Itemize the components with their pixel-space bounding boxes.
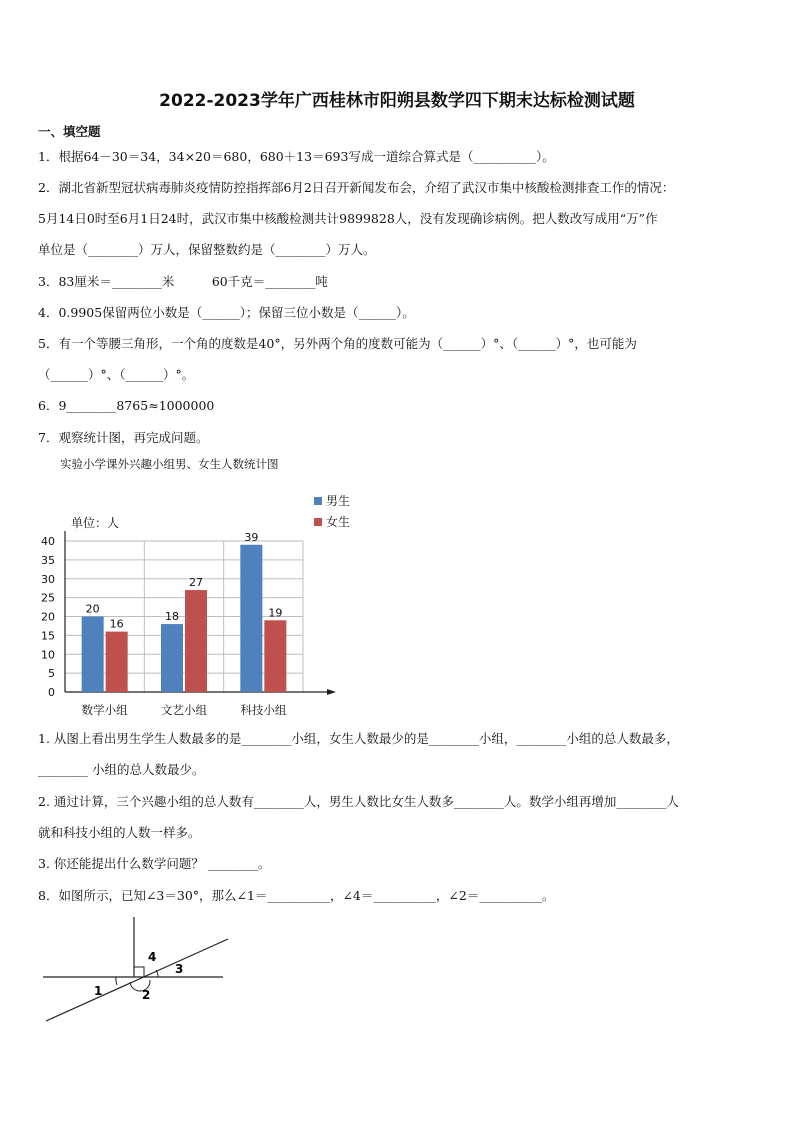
y-axis-label: 单位：人: [71, 516, 120, 530]
question-7-3: 3. 你还能提出什么数学问题？ ________。: [38, 856, 271, 871]
question-8: 8．如图所示，已知∠3＝30°，那么∠1＝__________，∠4＝__________，∠2＝__________。: [38, 888, 555, 903]
question-1: 1．根据64－30＝34，34×20＝680，680＋13＝693写成一道综合算式是（__________）。: [38, 149, 555, 164]
x-tick-label: 文艺小组: [161, 703, 207, 717]
question-7: 7．观察统计图，再完成问题。: [38, 430, 209, 445]
bar-boys: [161, 624, 183, 692]
legend-swatch: [314, 497, 322, 505]
bar-girls: [264, 620, 286, 692]
x-tick-label: 数学小组: [81, 703, 128, 717]
question-2-line-3: 单位是（________）万人，保留整数约是（________）万人。: [38, 242, 376, 257]
question-7-1-line-1: 1. 从图上看出男生学生人数最多的是________小组，女生人数最少的是________小组，________小组的总人数最多，: [38, 731, 679, 746]
question-5-line-1: 5．有一个等腰三角形，一个角的度数是40°，另外两个角的度数可能为（______）°、（______）°，也可能为: [38, 336, 637, 351]
y-tick-label: 10: [41, 648, 55, 662]
question-7-1-line-2: ________ 小组的总人数最少。: [38, 762, 205, 777]
y-tick-label: 0: [48, 686, 55, 699]
y-tick-label: 15: [41, 629, 55, 643]
data-label: 39: [244, 530, 259, 544]
question-2-line-2: 5月14日0时至6月1日24时，武汉市集中核酸检测共计9899828人，没有发现确诊病例。把人数改写成用“万”作: [38, 211, 658, 226]
angle-label-3: 3: [175, 962, 184, 976]
y-tick-label: 30: [41, 572, 55, 586]
question-4: 4．0.9905保留两位小数是（______）；保留三位小数是（______）。: [38, 305, 415, 320]
data-label: 20: [85, 602, 100, 616]
data-label: 27: [189, 576, 203, 590]
question-7-2-line-1: 2. 通过计算，三个兴趣小组的总人数有________人，男生人数比女生人数多________人。数学小组再增加________人: [38, 794, 679, 809]
question-7-2-line-2: 就和科技小组的人数一样多。: [38, 825, 201, 840]
page-title: 2022-2023学年广西桂林市阳朔县数学四下期末达标检测试题: [159, 91, 635, 111]
legend-swatch: [314, 518, 322, 526]
legend-label: 男生: [326, 494, 351, 508]
angle-label-1: 1: [94, 984, 103, 998]
angle-label-2: 2: [142, 988, 151, 1002]
question-2-line-1: 2．湖北省新型冠状病毒肺炎疫情防控指挥部6月2日召开新闻发布会，介绍了武汉市集中核酸检测排查工作的情况：: [38, 180, 675, 195]
y-tick-label: 35: [41, 553, 55, 567]
x-axis-arrow: [327, 689, 336, 695]
y-tick-label: 25: [41, 591, 55, 605]
chart-title: 实验小学课外兴趣小组男、女生人数统计图: [60, 457, 279, 471]
x-tick-label: 科技小组: [240, 703, 287, 717]
question-5-line-2: （______）°、（______）°。: [38, 367, 195, 382]
y-tick-label: 40: [41, 535, 55, 548]
slanted-line: [46, 939, 228, 1021]
right-angle-mark: [134, 967, 144, 977]
data-label: 16: [109, 617, 124, 631]
bar-girls: [106, 632, 128, 692]
angle-figure: [38, 915, 238, 1025]
bar-chart: [30, 485, 360, 720]
y-tick-label: 5: [48, 667, 55, 681]
y-tick-label: 20: [41, 610, 55, 624]
bar-boys: [82, 617, 104, 693]
bar-boys: [240, 545, 262, 692]
bar-girls: [185, 590, 207, 692]
angle-1-arc: [116, 977, 117, 985]
question-6: 6．9________8765≈1000000: [38, 398, 215, 413]
section-heading: 一、填空题: [38, 124, 101, 139]
angle-label-4: 4: [148, 950, 157, 964]
data-label: 18: [165, 610, 179, 624]
data-label: 19: [268, 606, 283, 620]
question-3: 3．83厘米＝________米 60千克＝________吨: [38, 274, 328, 289]
legend-label: 女生: [326, 515, 351, 529]
